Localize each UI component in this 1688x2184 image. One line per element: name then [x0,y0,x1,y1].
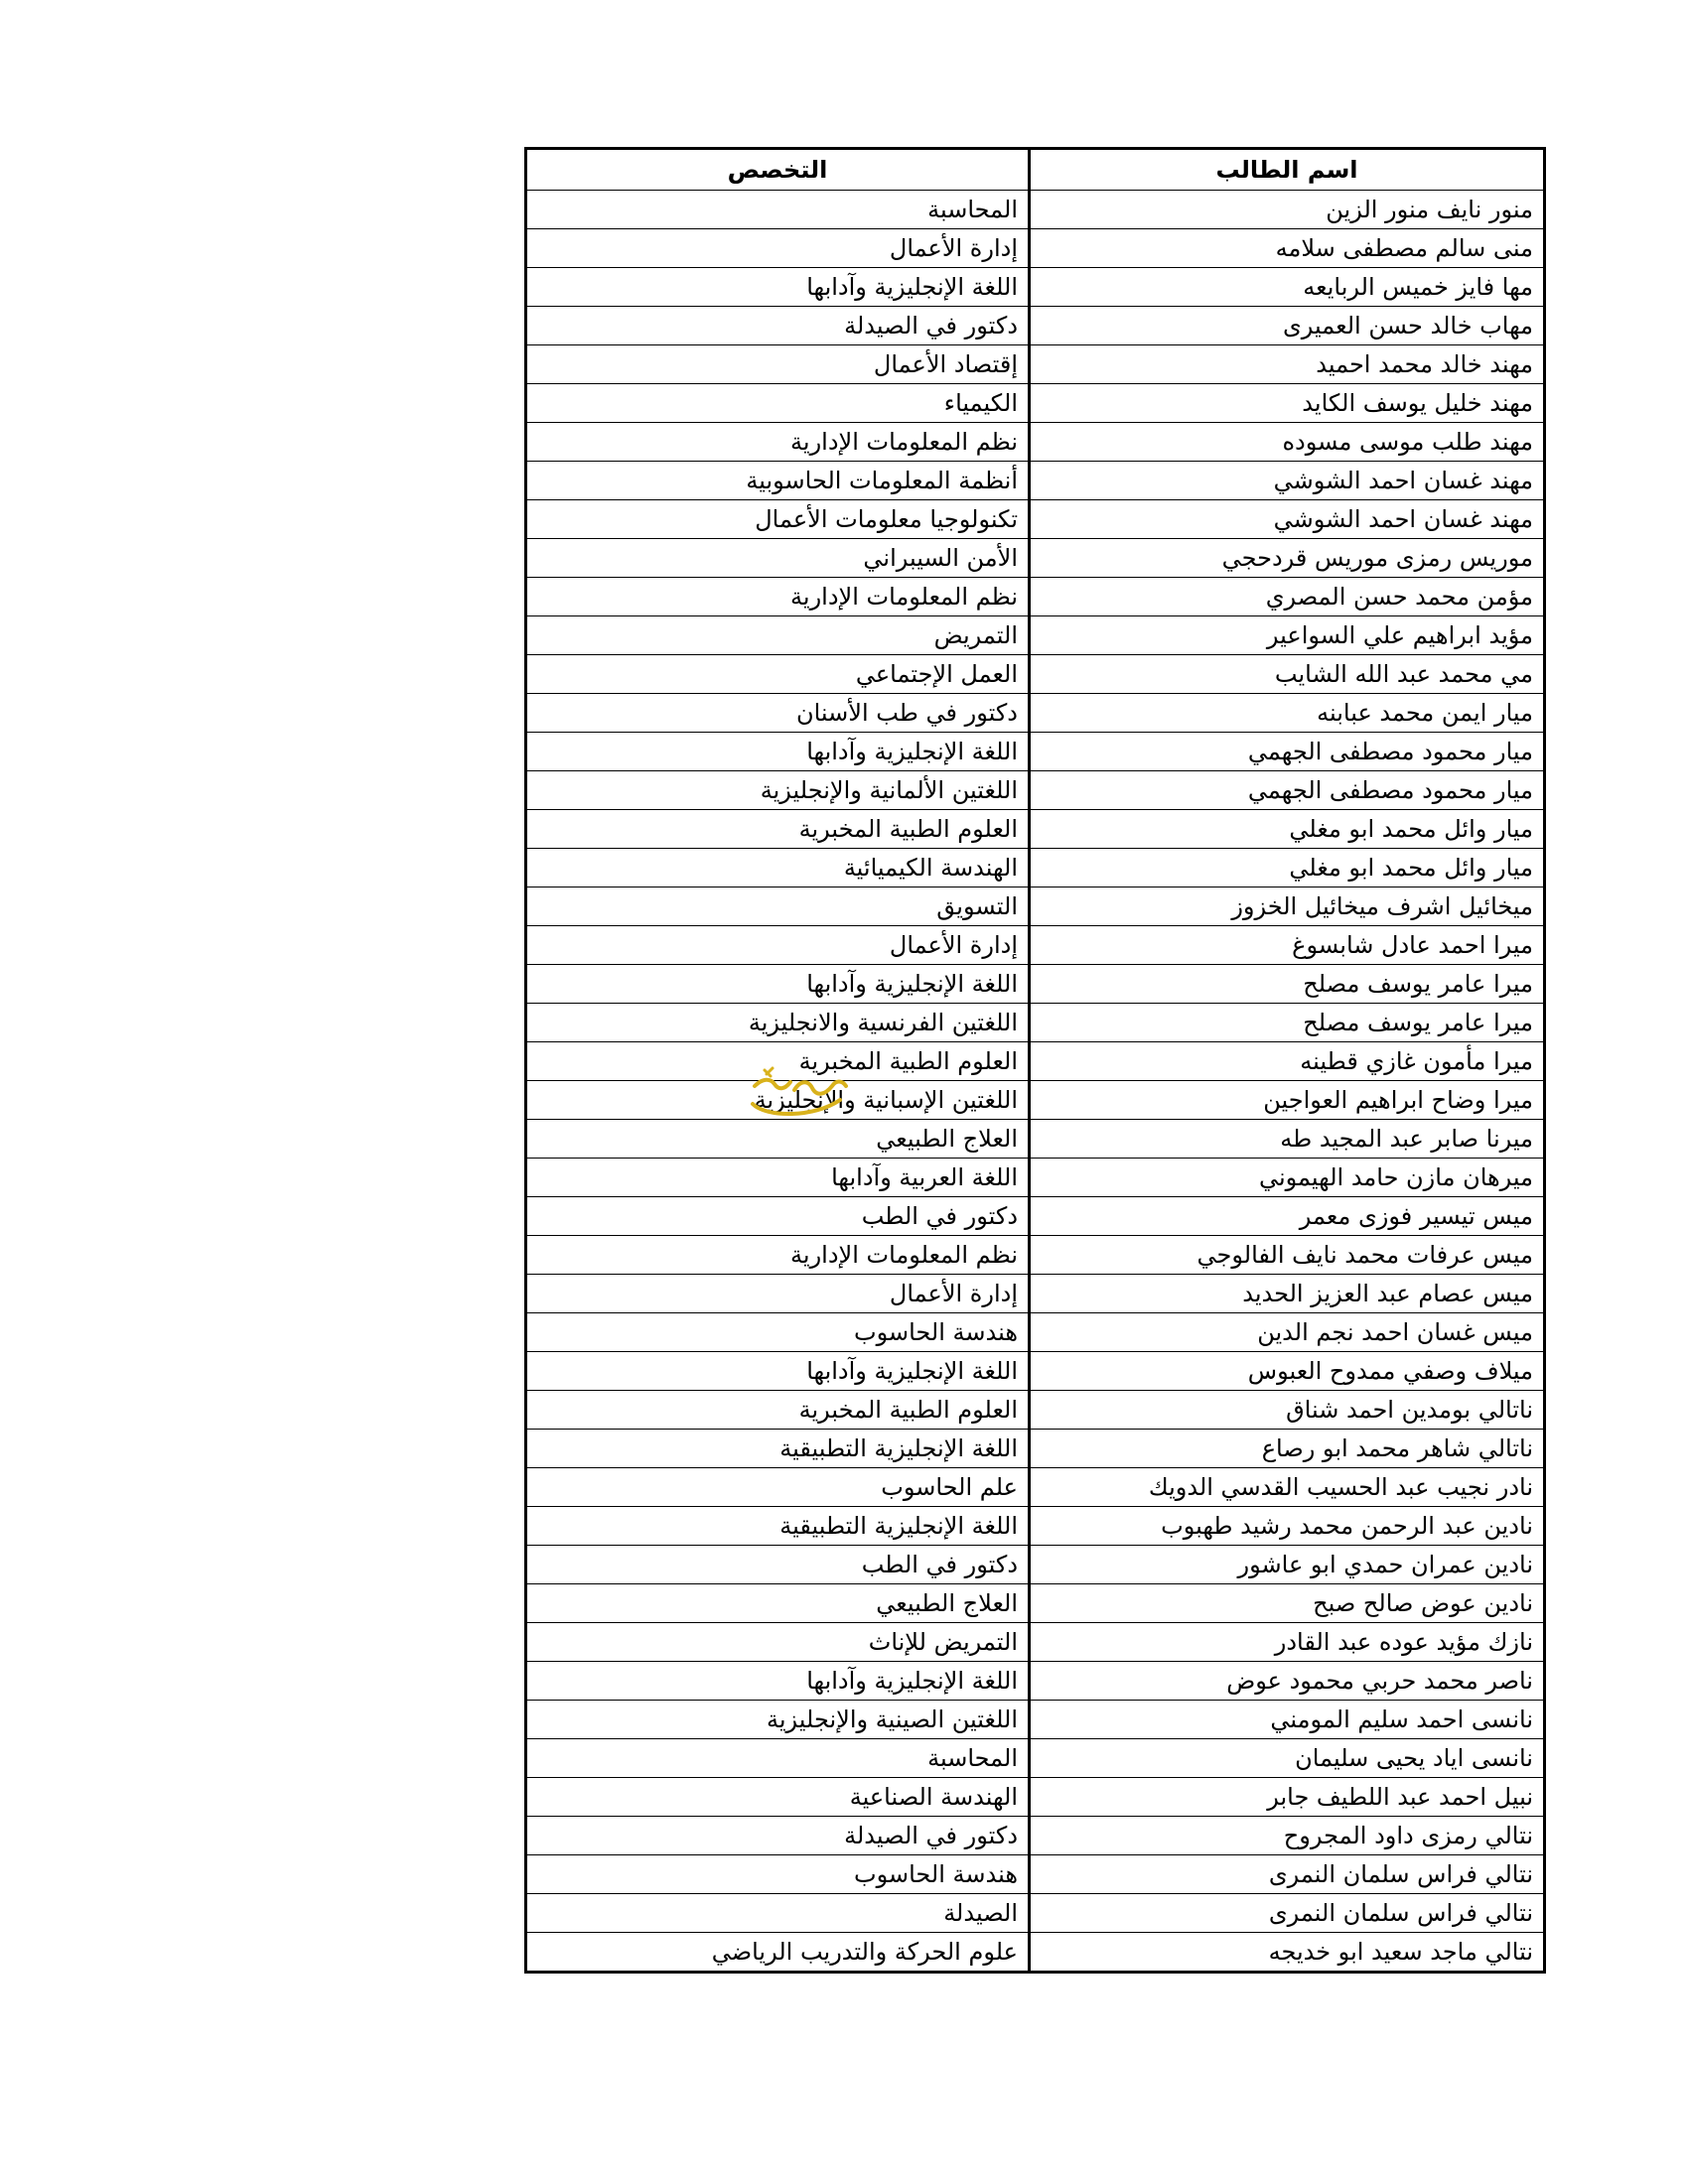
student-name-cell: نادر نجيب عبد الحسيب القدسي الدويك [1030,1468,1545,1507]
major-cell: اللغة الإنجليزية التطبيقية [526,1507,1030,1546]
student-name-cell: ميس عرفات محمد نايف الفالوجي [1030,1236,1545,1275]
student-name-cell: ميرا مأمون غازي قطينه [1030,1042,1545,1081]
table-row [526,1507,1545,1546]
student-name-cell: ناتالي بومدين احمد شناق [1030,1391,1545,1430]
student-name-cell: ميرنا صابر عبد المجيد طه [1030,1120,1545,1159]
student-name-cell: نتالي فراس سلمان النمرى [1030,1894,1545,1933]
table-row [526,307,1545,345]
major-cell: اللغة الإنجليزية وآدابها [526,1352,1030,1391]
table-row [526,229,1545,268]
major-cell: علوم الحركة والتدريب الرياضي [526,1933,1030,1973]
major-cell: المحاسبة [526,191,1030,229]
table-row [526,1236,1545,1275]
major-cell: التمريض [526,616,1030,655]
table-row [526,462,1545,500]
student-name-cell: منور نايف منور الزين [1030,191,1545,229]
table-row [526,1855,1545,1894]
major-cell: الهندسة الصناعية [526,1778,1030,1817]
table-row [526,1468,1545,1507]
major-cell: إدارة الأعمال [526,229,1030,268]
student-name-cell: ميرا عامر يوسف مصلح [1030,965,1545,1004]
major-cell: إدارة الأعمال [526,1275,1030,1313]
major-cell: إدارة الأعمال [526,926,1030,965]
major-cell: الكيمياء [526,384,1030,423]
major-cell: تكنولوجيا معلومات الأعمال [526,500,1030,539]
major-cell: اللغة الإنجليزية وآدابها [526,965,1030,1004]
major-cell: اللغتين الإسبانية والإنجليزية [526,1081,1030,1120]
table-row [526,191,1545,229]
table-row [526,1275,1545,1313]
major-cell: اللغتين الألمانية والإنجليزية [526,771,1030,810]
major-cell: اللغة العربية وآدابها [526,1159,1030,1197]
student-name-cell: ميرا وضاح ابراهيم العواجين [1030,1081,1545,1120]
table-row [526,384,1545,423]
major-cell: الأمن السيبراني [526,539,1030,578]
students-table [524,147,1546,1974]
student-name-cell: ميلاف وصفي ممدوح العبوس [1030,1352,1545,1391]
major-cell: العلوم الطبية المخبرية [526,1391,1030,1430]
major-cell: العلوم الطبية المخبرية [526,1042,1030,1081]
table-row [526,1313,1545,1352]
student-name-cell: مؤيد ابراهيم علي السواعير [1030,616,1545,655]
table-row [526,1081,1545,1120]
student-name-cell: ميس عصام عبد العزيز الحديد [1030,1275,1545,1313]
table-row [526,1623,1545,1662]
student-name-cell: موريس رمزى موريس قردحجي [1030,539,1545,578]
major-cell: الهندسة الكيميائية [526,849,1030,887]
table-row [526,1042,1545,1081]
student-name-cell: ميس تيسير فوزى معمر [1030,1197,1545,1236]
student-name-cell: مهند غسان احمد الشوشي [1030,462,1545,500]
major-cell: العلوم الطبية المخبرية [526,810,1030,849]
major-cell: اللغتين الفرنسية والانجليزية [526,1004,1030,1042]
table-row [526,965,1545,1004]
table-row [526,694,1545,733]
major-cell: نظم المعلومات الإدارية [526,578,1030,616]
table-row [526,887,1545,926]
student-name-cell: نادين عوض صالح صبح [1030,1584,1545,1623]
table-row [526,1159,1545,1197]
major-cell: اللغة الإنجليزية وآدابها [526,1662,1030,1701]
table-row [526,1546,1545,1584]
student-name-cell: نانسى احمد سليم المومني [1030,1701,1545,1739]
header-student-name: اسم الطالب [1030,149,1545,191]
table-row [526,578,1545,616]
major-cell: اللغة الإنجليزية وآدابها [526,733,1030,771]
major-cell: المحاسبة [526,1739,1030,1778]
table-row [526,1430,1545,1468]
table-row [526,268,1545,307]
table-row [526,771,1545,810]
table-header-row [526,149,1545,191]
table-body [526,191,1545,1973]
major-cell: العلاج الطبيعي [526,1584,1030,1623]
student-name-cell: مؤمن محمد حسن المصري [1030,578,1545,616]
student-name-cell: مهند خليل يوسف الكايد [1030,384,1545,423]
major-cell: هندسة الحاسوب [526,1313,1030,1352]
major-cell: نظم المعلومات الإدارية [526,423,1030,462]
table-row [526,1701,1545,1739]
table-row [526,1352,1545,1391]
student-name-cell: نبيل احمد عبد اللطيف جابر [1030,1778,1545,1817]
major-cell: نظم المعلومات الإدارية [526,1236,1030,1275]
student-name-cell: مهاب خالد حسن العميرى [1030,307,1545,345]
table-row [526,849,1545,887]
student-name-cell: مهند خالد محمد احميد [1030,345,1545,384]
student-name-cell: ميار محمود مصطفى الجهمي [1030,733,1545,771]
major-cell: دكتور في الصيدلة [526,307,1030,345]
student-name-cell: ميرا عامر يوسف مصلح [1030,1004,1545,1042]
header-major: التخصص [526,149,1030,191]
student-name-cell: نتالي ماجد سعيد ابو خديجه [1030,1933,1545,1973]
major-cell: الصيدلة [526,1894,1030,1933]
table-row [526,616,1545,655]
table-row [526,1004,1545,1042]
table-row [526,1197,1545,1236]
table-row [526,1894,1545,1933]
student-name-cell: نتالي رمزى داود المجروح [1030,1817,1545,1855]
table-row [526,1933,1545,1973]
student-name-cell: نادين عمران حمدي ابو عاشور [1030,1546,1545,1584]
major-cell: التسويق [526,887,1030,926]
student-name-cell: ميار وائل محمد ابو مغلي [1030,849,1545,887]
table-row [526,926,1545,965]
major-cell: العمل الإجتماعي [526,655,1030,694]
table-row [526,1778,1545,1817]
student-name-cell: ميرهان مازن حامد الهيموني [1030,1159,1545,1197]
student-name-cell: ميار ايمن محمد عبابنه [1030,694,1545,733]
student-name-cell: ناصر محمد حربي محمود عوض [1030,1662,1545,1701]
student-name-cell: مهند غسان احمد الشوشي [1030,500,1545,539]
student-name-cell: نادين عبد الرحمن محمد رشيد طهبوب [1030,1507,1545,1546]
major-cell: علم الحاسوب [526,1468,1030,1507]
student-name-cell: ناتالي شاهر محمد ابو رصاع [1030,1430,1545,1468]
student-name-cell: مها فايز خميس الربايعه [1030,268,1545,307]
table-row [526,655,1545,694]
table-row [526,1120,1545,1159]
major-cell: إقتصاد الأعمال [526,345,1030,384]
major-cell: اللغة الإنجليزية التطبيقية [526,1430,1030,1468]
major-cell: اللغتين الصينية والإنجليزية [526,1701,1030,1739]
table-row [526,1391,1545,1430]
table-row [526,733,1545,771]
student-name-cell: نانسى اياد يحيى سليمان [1030,1739,1545,1778]
major-cell: التمريض للإناث [526,1623,1030,1662]
table-row [526,345,1545,384]
major-cell: أنظمة المعلومات الحاسوبية [526,462,1030,500]
table-row [526,1817,1545,1855]
major-cell: هندسة الحاسوب [526,1855,1030,1894]
major-cell: دكتور في طب الأسنان [526,694,1030,733]
major-cell: دكتور في الطب [526,1197,1030,1236]
major-cell: دكتور في الطب [526,1546,1030,1584]
student-name-cell: مهند طلب موسى مسوده [1030,423,1545,462]
student-name-cell: ميار وائل محمد ابو مغلي [1030,810,1545,849]
table-row [526,539,1545,578]
student-name-cell: نتالي فراس سلمان النمرى [1030,1855,1545,1894]
student-name-cell: ميس غسان احمد نجم الدين [1030,1313,1545,1352]
table-row [526,810,1545,849]
major-cell: اللغة الإنجليزية وآدابها [526,268,1030,307]
student-name-cell: نازك مؤيد عوده عبد القادر [1030,1623,1545,1662]
table-row [526,500,1545,539]
major-cell: العلاج الطبيعي [526,1120,1030,1159]
table-row [526,1662,1545,1701]
major-cell: دكتور في الصيدلة [526,1817,1030,1855]
student-name-cell: ميخائيل اشرف ميخائيل الخزوز [1030,887,1545,926]
student-name-cell: ميرا احمد عادل شابسوغ [1030,926,1545,965]
table-row [526,1584,1545,1623]
student-name-cell: ميار محمود مصطفى الجهمي [1030,771,1545,810]
student-name-cell: مي محمد عبد الله الشايب [1030,655,1545,694]
table-row [526,1739,1545,1778]
table-row [526,423,1545,462]
student-name-cell: منى سالم مصطفى سلامه [1030,229,1545,268]
